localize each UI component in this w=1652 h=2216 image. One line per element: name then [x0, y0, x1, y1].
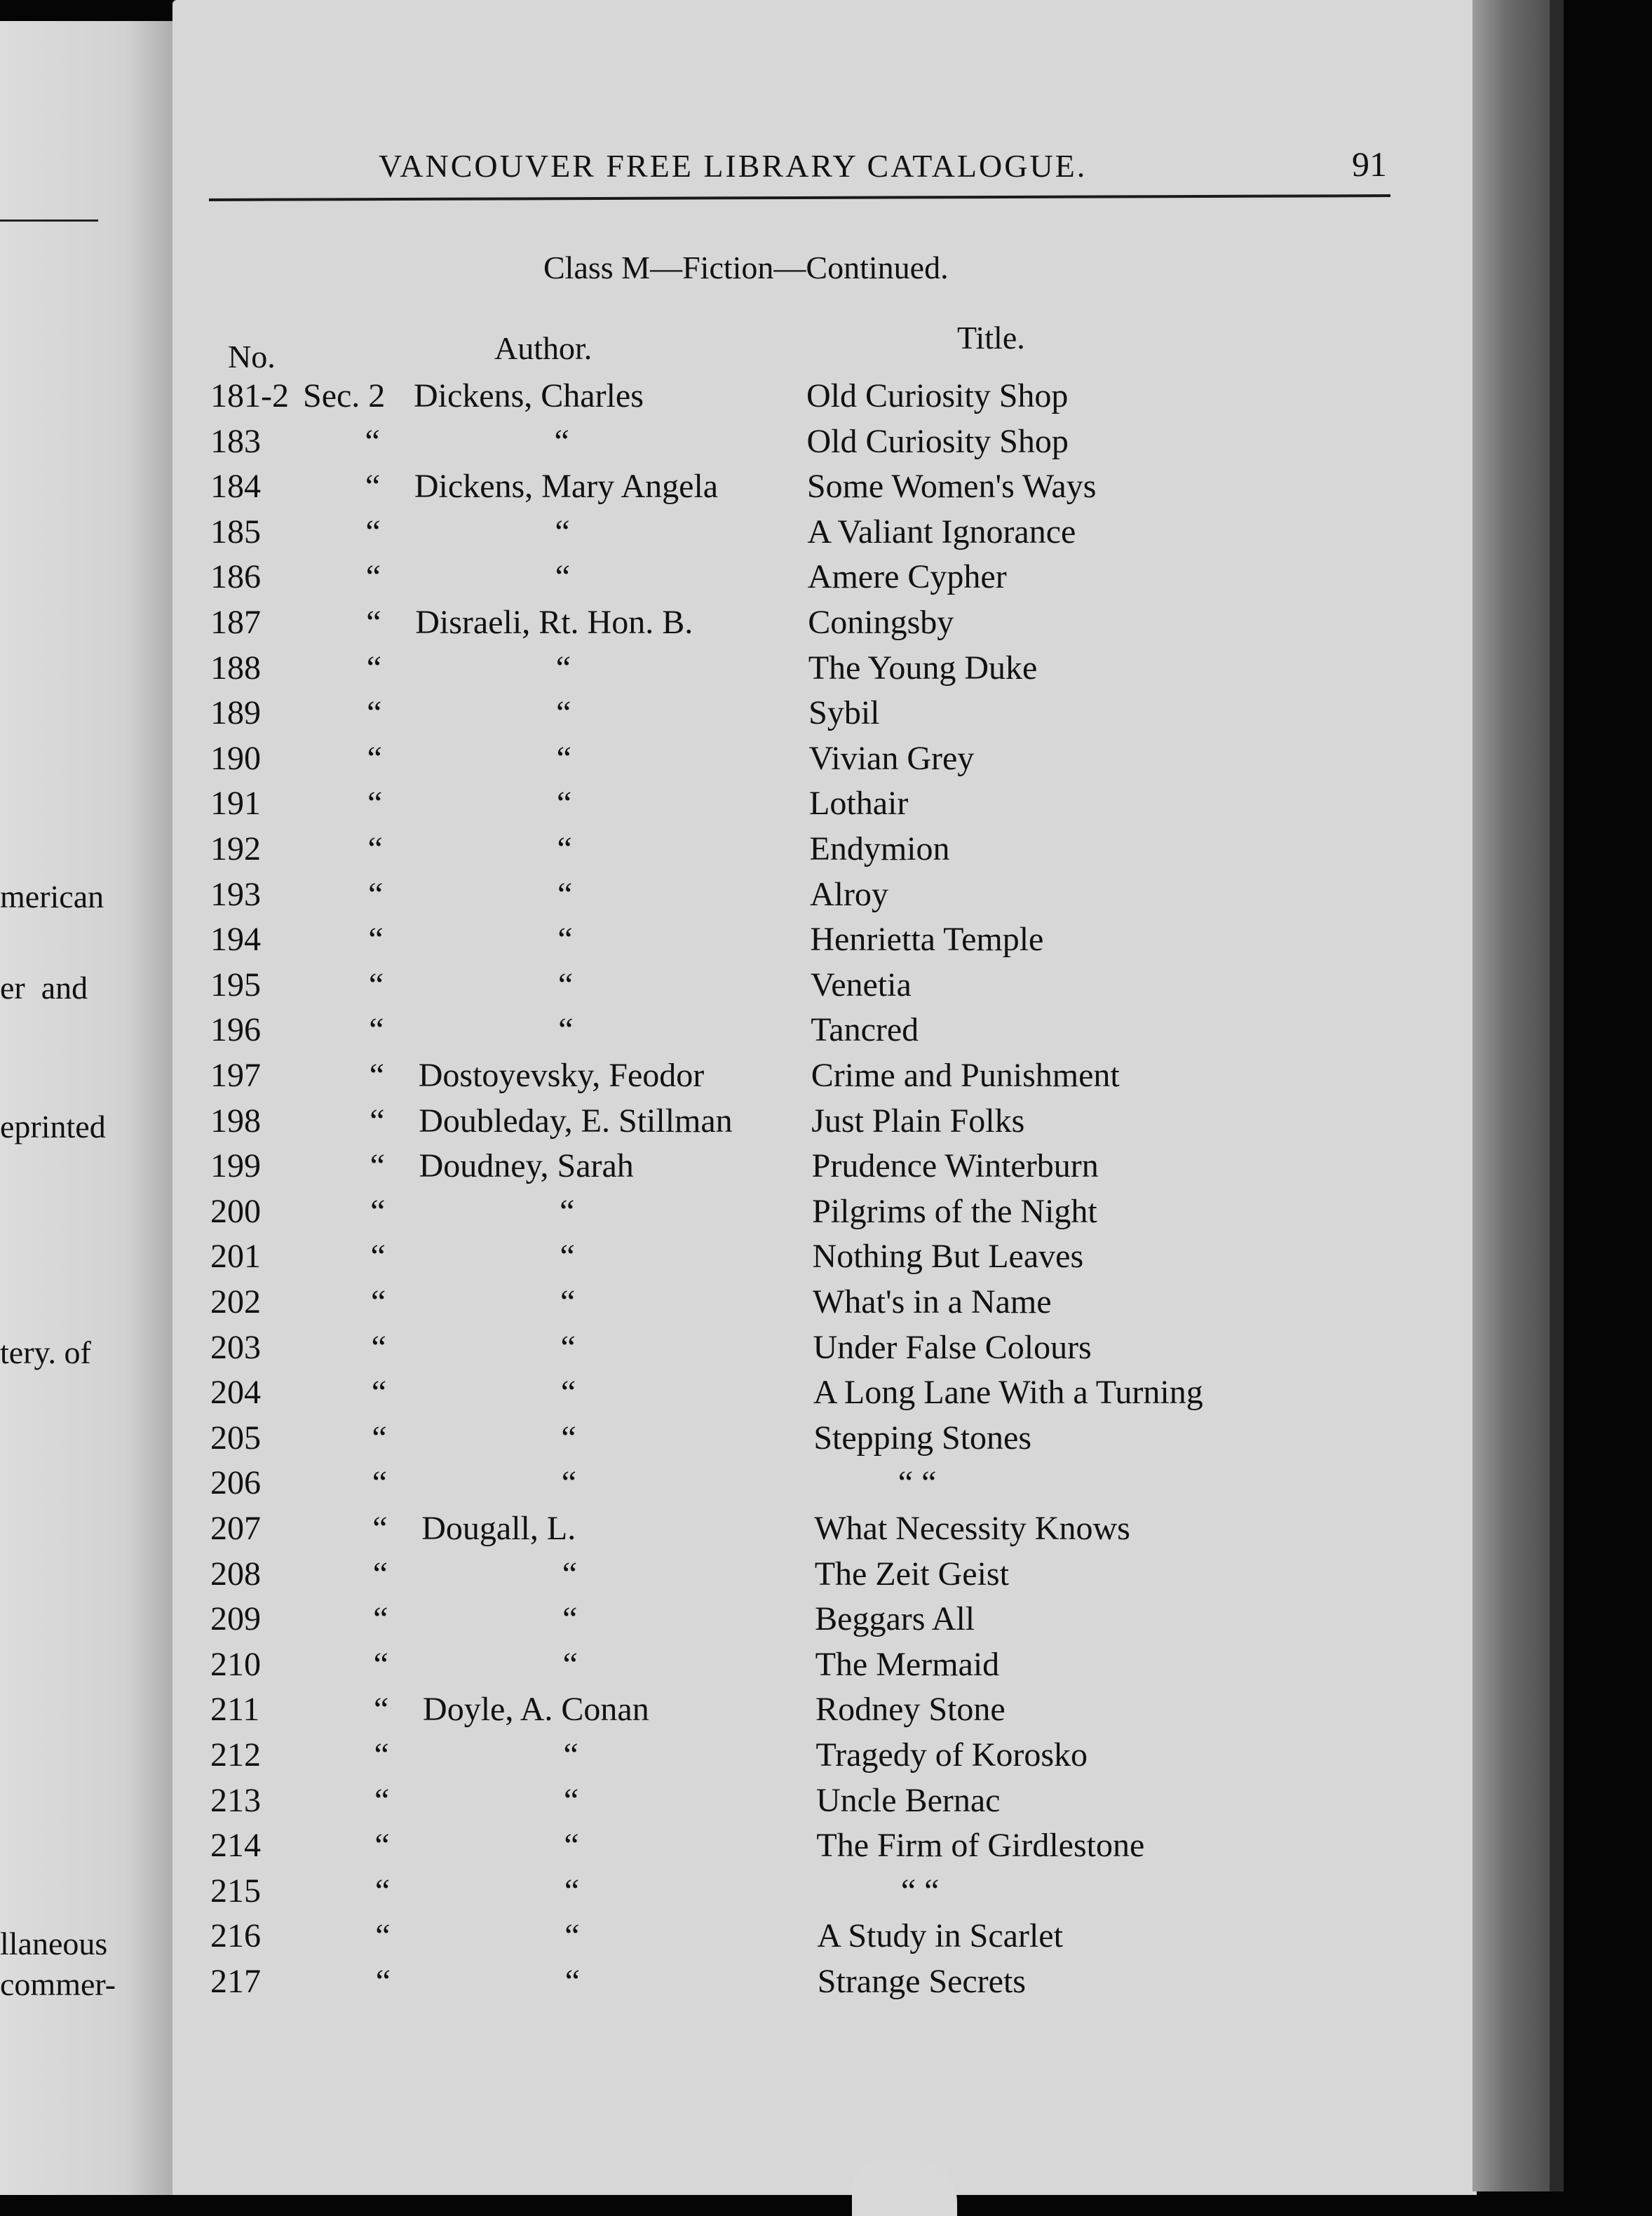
table-row — [0, 738, 1332, 780]
author-cell: Dickens, Charles — [414, 377, 644, 414]
section-cell: “ — [372, 1464, 388, 1502]
author-cell: “ — [564, 1872, 581, 1910]
title-cell: The Zeit Geist — [814, 1555, 1009, 1593]
title-cell: Pilgrims of the Night — [812, 1192, 1097, 1230]
entry-number: 203 — [210, 1328, 261, 1366]
title-cell: “ “ — [900, 1872, 940, 1910]
author-cell: Doyle, A. Conan — [423, 1691, 649, 1729]
table-row — [0, 1508, 1332, 1550]
author-cell: “ — [557, 875, 574, 913]
section-cell: “ — [365, 558, 381, 596]
section-cell: “ — [368, 921, 384, 959]
section-cell: “ — [367, 694, 382, 732]
table-row — [0, 1734, 1332, 1776]
author-cell: “ — [557, 785, 574, 823]
title-cell: “ “ — [898, 1464, 937, 1502]
author-cell: “ — [564, 1827, 581, 1865]
section-cell: “ — [372, 1510, 388, 1547]
author-cell: “ — [562, 1555, 578, 1593]
table-row — [0, 1281, 1332, 1323]
author-cell: “ — [557, 830, 574, 867]
title-cell: Beggars All — [815, 1600, 975, 1638]
entry-number: 212 — [210, 1736, 261, 1774]
table-row — [0, 1191, 1332, 1233]
entry-number: 216 — [210, 1917, 261, 1955]
author-cell: “ — [562, 1645, 579, 1683]
author-cell: “ — [564, 1917, 581, 1955]
title-cell: Lothair — [809, 785, 909, 823]
entry-number: 191 — [210, 785, 261, 823]
author-cell: “ — [563, 1736, 580, 1774]
title-cell: Stepping Stones — [813, 1419, 1032, 1457]
entry-number: 185 — [210, 513, 261, 550]
author-cell: “ — [560, 1374, 578, 1412]
entry-number: 199 — [210, 1147, 261, 1185]
table-row — [0, 874, 1332, 916]
entry-number: 193 — [210, 875, 261, 913]
author-cell: “ — [564, 1963, 582, 2000]
entry-number: 198 — [210, 1102, 261, 1140]
author-cell: “ — [560, 1328, 577, 1366]
running-head: VANCOUVER FREE LIBRARY CATALOGUE. — [379, 148, 1088, 184]
title-cell: A Long Lane With a Turning — [813, 1374, 1203, 1412]
table-row — [0, 647, 1332, 689]
table-row — [0, 919, 1332, 961]
author-cell: “ — [554, 422, 571, 460]
table-row — [0, 421, 1332, 463]
title-cell: Prudence Winterburn — [811, 1147, 1099, 1185]
section-cell: “ — [369, 1057, 385, 1094]
section-cell: “ — [374, 1872, 391, 1910]
author-cell: “ — [560, 1238, 576, 1276]
table-row — [0, 1644, 1332, 1686]
section-cell: “ — [366, 649, 381, 687]
table-row — [0, 511, 1332, 553]
table-row — [0, 1372, 1332, 1414]
title-cell: Crime and Punishment — [811, 1057, 1120, 1094]
section-cell: “ — [367, 875, 384, 913]
section-cell: “ — [365, 468, 381, 506]
title-cell: The Young Duke — [808, 649, 1038, 687]
section-cell: “ — [366, 604, 381, 641]
title-cell: Amere Cypher — [807, 558, 1007, 596]
author-cell: “ — [557, 966, 575, 1004]
author-cell: Dougall, L. — [421, 1510, 576, 1547]
entry-number: 196 — [210, 1011, 261, 1049]
entry-number: 202 — [210, 1283, 261, 1320]
entry-number: 211 — [210, 1691, 260, 1729]
entry-number: 205 — [210, 1419, 261, 1457]
entry-number: 190 — [210, 739, 261, 777]
title-cell: Old Curiosity Shop — [806, 377, 1069, 414]
table-row — [0, 1417, 1332, 1459]
section-cell: “ — [372, 1419, 387, 1457]
entry-number: 217 — [210, 1963, 261, 2000]
section-cell: “ — [367, 830, 383, 867]
table-row — [0, 1689, 1332, 1731]
title-cell: Old Curiosity Shop — [806, 422, 1069, 460]
section-cell: “ — [373, 1645, 388, 1683]
table-row — [0, 1870, 1332, 1912]
author-cell: “ — [556, 739, 573, 777]
section-cell: “ — [370, 1238, 386, 1276]
column-header-title: Title. — [957, 320, 1025, 356]
facing-page-fragment: eprinted — [0, 1109, 106, 1144]
author-cell: “ — [558, 1011, 575, 1049]
author-cell: Doudney, Sarah — [419, 1147, 634, 1185]
entry-number: 209 — [210, 1600, 261, 1638]
entry-number: 197 — [210, 1057, 261, 1094]
table-row — [0, 556, 1332, 598]
title-cell: Nothing But Leaves — [812, 1238, 1084, 1276]
entry-number: 210 — [210, 1645, 261, 1683]
facing-page-fragment: llaneous — [0, 1926, 108, 1961]
title-cell: Sybil — [808, 694, 880, 732]
table-row — [0, 1100, 1332, 1142]
entry-number: 207 — [210, 1510, 261, 1547]
author-cell: “ — [555, 649, 572, 687]
title-cell: Alroy — [809, 875, 888, 913]
title-cell: Endymion — [809, 830, 950, 867]
table-row — [0, 1961, 1332, 2003]
author-cell: “ — [555, 513, 571, 550]
section-cell: “ — [372, 1555, 388, 1593]
entry-number: 201 — [210, 1238, 261, 1276]
entry-number: 214 — [210, 1827, 261, 1865]
entry-number: 215 — [210, 1872, 261, 1910]
facing-page-fragment: merican — [0, 879, 104, 914]
section-cell: “ — [365, 422, 380, 460]
column-header-author: Author. — [494, 330, 593, 366]
title-cell: The Mermaid — [815, 1645, 1000, 1683]
author-cell: “ — [560, 1192, 576, 1230]
entry-number: 206 — [210, 1464, 261, 1502]
table-row — [0, 1055, 1332, 1097]
table-row — [0, 692, 1332, 734]
author-cell: Doubleday, E. Stillman — [419, 1102, 733, 1140]
entry-number: 188 — [210, 649, 261, 687]
table-row — [0, 1236, 1332, 1278]
table-row — [0, 1462, 1332, 1504]
entry-number: 181-2 — [210, 377, 289, 414]
table-row — [0, 1009, 1332, 1051]
author-cell: “ — [561, 1419, 578, 1457]
title-cell: What Necessity Knows — [814, 1510, 1130, 1547]
entry-number: 204 — [210, 1374, 261, 1412]
author-cell: Dostoyevsky, Feodor — [418, 1057, 705, 1094]
title-cell: Just Plain Folks — [811, 1102, 1025, 1140]
title-cell: Uncle Bernac — [815, 1781, 1001, 1819]
title-cell: Some Women's Ways — [806, 468, 1097, 506]
section-cell: “ — [375, 1963, 391, 2000]
section-cell: “ — [370, 1147, 385, 1185]
entry-number: 186 — [210, 558, 261, 596]
section-cell: “ — [374, 1691, 389, 1729]
title-cell: Tancred — [811, 1011, 919, 1049]
title-cell: A Study in Scarlet — [817, 1917, 1063, 1955]
title-cell: Venetia — [810, 966, 912, 1004]
title-cell: A Valiant Ignorance — [807, 513, 1076, 550]
table-row — [0, 1915, 1332, 1957]
table-row — [0, 783, 1332, 825]
section-cell: “ — [368, 966, 384, 1004]
section-cell: Sec. 2 — [303, 377, 386, 414]
section-title: Class M—Fiction—Continued. — [543, 250, 949, 285]
title-cell: The Firm of Girdlestone — [816, 1827, 1145, 1865]
table-row — [0, 1598, 1332, 1640]
page-number: 91 — [1352, 144, 1387, 184]
title-cell: Under False Colours — [813, 1328, 1092, 1366]
entry-number: 187 — [210, 604, 261, 641]
section-cell: “ — [370, 1102, 385, 1140]
title-cell: Henrietta Temple — [810, 921, 1044, 959]
table-row — [0, 1825, 1332, 1867]
column-header-no: No. — [228, 339, 276, 374]
section-cell: “ — [373, 1600, 388, 1638]
entry-number: 195 — [210, 966, 261, 1004]
table-row — [0, 466, 1332, 508]
title-cell: Strange Secrets — [817, 1963, 1026, 2000]
table-row — [0, 1780, 1332, 1822]
title-cell: Rodney Stone — [815, 1691, 1006, 1729]
author-cell: “ — [563, 1781, 581, 1819]
table-row — [0, 828, 1332, 870]
facing-page-fragment: tery. of — [0, 1335, 91, 1370]
section-cell: “ — [367, 739, 382, 777]
entry-number: 200 — [210, 1192, 261, 1230]
title-cell: Vivian Grey — [808, 739, 975, 777]
entry-number: 189 — [210, 694, 261, 732]
author-cell: “ — [562, 1600, 579, 1638]
section-cell: “ — [371, 1374, 387, 1412]
section-cell: “ — [374, 1736, 389, 1774]
author-cell: “ — [556, 694, 573, 732]
section-cell: “ — [370, 1192, 386, 1230]
author-cell: Disraeli, Rt. Hon. B. — [415, 604, 693, 641]
table-row — [0, 602, 1332, 644]
section-cell: “ — [365, 513, 381, 550]
entry-number: 183 — [210, 422, 261, 460]
author-cell: Dickens, Mary Angela — [414, 468, 719, 506]
author-cell: “ — [560, 1283, 577, 1320]
facing-page-fragment: commer- — [0, 1966, 116, 2002]
section-cell: “ — [374, 1827, 390, 1865]
section-cell: “ — [369, 1011, 384, 1049]
entry-number: 213 — [210, 1781, 261, 1819]
title-cell: What's in a Name — [813, 1283, 1052, 1320]
table-row — [0, 1327, 1332, 1369]
author-cell: “ — [557, 921, 574, 959]
author-cell: “ — [561, 1464, 578, 1502]
section-cell: “ — [367, 785, 383, 823]
table-row — [0, 964, 1332, 1006]
entry-number: 194 — [210, 921, 261, 959]
section-cell: “ — [371, 1328, 386, 1366]
section-cell: “ — [371, 1283, 386, 1320]
title-cell: Coningsby — [808, 604, 954, 641]
table-row — [0, 1145, 1332, 1187]
section-cell: “ — [375, 1917, 391, 1955]
facing-page-fragment: er and — [0, 970, 88, 1006]
entry-number: 192 — [210, 830, 261, 867]
table-row — [0, 1553, 1332, 1595]
title-cell: Tragedy of Korosko — [815, 1736, 1088, 1774]
section-cell: “ — [374, 1781, 390, 1819]
author-cell: “ — [555, 558, 572, 596]
entry-number: 208 — [210, 1555, 261, 1593]
table-row — [0, 375, 1332, 417]
entry-number: 184 — [210, 468, 261, 506]
